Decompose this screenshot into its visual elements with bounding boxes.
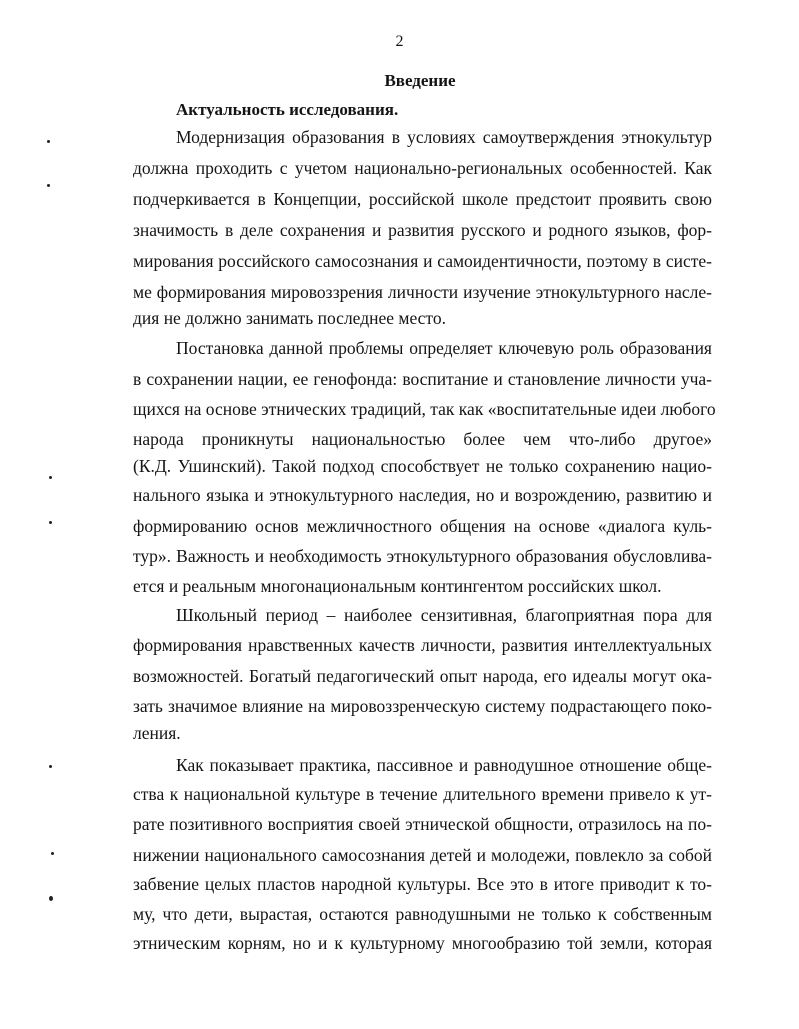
scan-speck (47, 184, 50, 187)
scan-speck (51, 852, 54, 855)
document-title: Введение (384, 71, 456, 90)
page-number: 2 (395, 33, 404, 50)
text-line: Модернизация образования в условиях самоутверждения этнокультур (176, 127, 712, 147)
text-line: должна проходить с учетом национально-региональных особенностей. Как (133, 158, 712, 178)
text-line: зать значимое влияние на мировоззренческую систему подрастающего поко- (133, 696, 712, 716)
text-line: рате позитивного восприятия своей этнической общности, отразилось на по- (133, 814, 712, 834)
text-line: ме формирования мировоззрения личности изучение этнокультурного насле- (133, 282, 712, 302)
text-line: этническим корням, но и к культурному многообразию той земли, которая (133, 933, 712, 953)
scan-speck (49, 765, 52, 768)
text-line: ления. (133, 723, 181, 743)
text-line: забвение целых пластов народной культуры. Все это в итоге приводит к то- (133, 874, 712, 894)
text-line: (К.Д. Ушинский). Такой подход способствует не только сохранению нацио- (133, 456, 712, 476)
text-line: нижении национального самосознания детей и молодежи, повлекло за собой (133, 845, 712, 865)
text-line: нального языка и этнокультурного наследия, но и возрождению, развитию и (133, 485, 712, 505)
text-line: мирования российского самосознания и самоидентичности, поэтому в систе- (133, 251, 712, 271)
text-line: формирования нравственных качеств личности, развития интеллектуальных (133, 635, 712, 655)
scan-speck (49, 521, 52, 524)
text-line: дия не должно занимать последнее место. (133, 308, 446, 328)
text-line: Школьный период – наиболее сензитивная, благоприятная пора для (176, 605, 712, 625)
text-line: тур». Важность и необходимость этнокультурного образования обусловлива- (133, 546, 712, 566)
text-line: формированию основ межличностного общения на основе «диалога куль- (133, 516, 712, 536)
text-line: щихся на основе этнических традиций, так как «воспитательные идеи любого (133, 399, 716, 419)
text-line: ется и реальным многонациональным контингентом российских школ. (133, 576, 662, 596)
scan-speck (49, 476, 52, 479)
scan-speck (49, 896, 53, 901)
text-line: в сохранении нации, ее генофонда: воспитание и становление личности уча- (133, 369, 712, 389)
text-line: Как показывает практика, пассивное и равнодушное отношение обще- (176, 755, 712, 775)
text-line: народа проникнуты национальностью более чем что-либо другое» (133, 429, 712, 449)
text-line: му, что дети, вырастая, остаются равнодушными не только к собственным (133, 904, 712, 924)
text-line: ства к национальной культуре в течение длительного времени привело к ут- (133, 784, 712, 804)
section-heading: Актуальность исследования. (176, 100, 399, 119)
text-line: значимость в деле сохранения и развития русского и родного языков, фор- (133, 220, 712, 240)
text-line: возможностей. Богатый педагогический опыт народа, его идеалы могут ока- (133, 666, 712, 686)
text-line: подчеркивается в Концепции, российской школе предстоит проявить свою (133, 189, 712, 209)
text-line: Постановка данной проблемы определяет ключевую роль образования (176, 338, 712, 358)
scan-speck (47, 140, 50, 143)
